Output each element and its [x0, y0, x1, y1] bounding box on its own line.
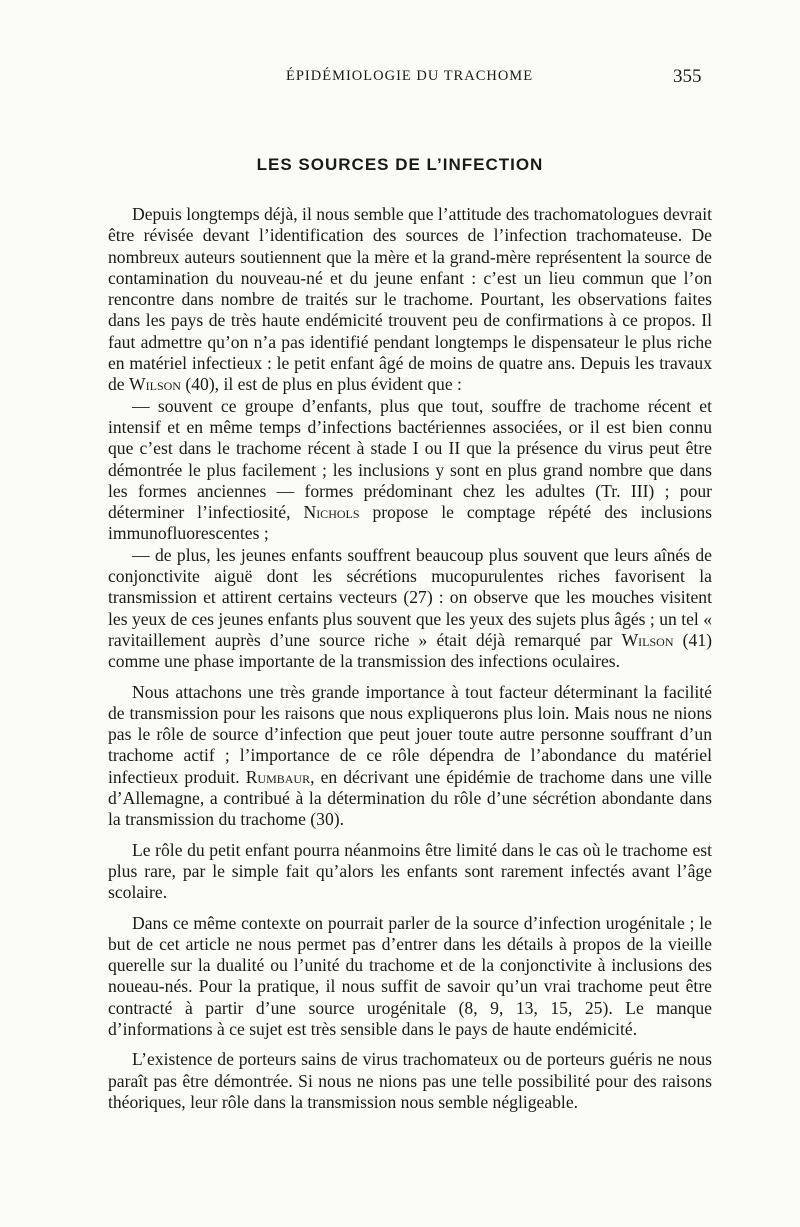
author-name: Wilson [621, 629, 674, 650]
paragraph-3: — de plus, les jeunes enfants souffrent beaucoup plus souvent que leurs aînés de conjonctivite aiguë dont les sécrétions mucopurulentes riches favorisent la transmission et attirent certains vecteurs (27) : on observe que les mouches visitent les yeux de ces jeunes enfants plus souvent que les yeux des sujets plus âgés ; un tel « ravitaillement auprès d’une source riche » était déjà remarqué par Wilson (41) comme une phase importante de la transmission des infections oculaires. [108, 544, 712, 672]
paragraph-2: — souvent ce groupe d’enfants, plus que tout, souffre de trachome récent et intensif et en même temps d’infections bactériennes associées, or il est bien connu que c’est dans le trachome récent à stade I ou II que la présence du virus peut être démontrée le plus facilement ; les inclusions y sont en plus grand nombre que dans les formes anciennes — formes prédominant chez les adultes (Tr. III) ; pour déterminer l’infectiosité, Nichols propose le comptage répété des inclusions immunofluorescentes ; [108, 395, 712, 544]
paragraph-7: L’existence de porteurs sains de virus trachomateux ou de porteurs guéris ne nous paraît pas être démontrée. Si nous ne nions pas une telle possibilité pour des raisons théoriques, leur rôle dans la transmission nous semble négligeable. [108, 1049, 712, 1112]
author-name: Nichols [303, 502, 360, 523]
paragraph-1: Depuis longtemps déjà, il nous semble que l’attitude des trachomatologues devrait être révisée devant l’identification des sources de l’infection trachomateuse. De nombreux auteurs soutiennent que la mère et la grand-mère représentent la source de contamination du nouveau-né et du jeune enfant : c’est un lieu commun que l’on rencontre dans nombre de traités sur le trachome. Pourtant, les observations faites dans les pays de très haute endémicité trouvent peu de confirmations à ce propos. Il faut admettre qu’on n’a pas identifié pendant longtemps le dispensateur le plus riche en matériel infectieux : le petit enfant âgé de moins de quatre ans. Depuis les travaux de Wilson (40), il est de plus en plus évident que : [108, 204, 712, 395]
paragraph-6: Dans ce même contexte on pourrait parler de la source d’infection urogénitale ; le but de cet article ne nous permet pas d’entrer dans les détails à propos de la vieille querelle sur la dualité ou l’unité du trachome et de la conjonctivite à inclusions des noueau-nés. Pour la pratique, il nous suffit de savoir qu’un vrai trachome peut être contracté à partir d’une source urogénitale (8, 9, 13, 15, 25). Le manque d’informations à ce sujet est très sensible dans le pays de haute endémicité. [108, 912, 712, 1039]
body-text [108, 204, 712, 1122]
paragraph-4: Nous attachons une très grande importance à tout facteur déterminant la facilité de transmission pour les raisons que nous expliquerons plus loin. Mais nous ne nions pas le rôle de source d’infection que peut jouer toute autre personne souffrant d’un trachome actif ; l’importance de ce rôle dépendra de l’abondance du matériel infectieux produit. Rumbaur, en décrivant une épidémie de trachome dans une ville d’Allemagne, a contribué à la détermination du rôle d’une sécrétion abondante dans la transmission du trachome (30). [108, 681, 712, 830]
paragraph-5: Le rôle du petit enfant pourra néanmoins être limité dans le cas où le trachome est plus rare, par le simple fait qu’alors les enfants sont rarement infectés avant l’âge scolaire. [108, 839, 712, 903]
page-number: 355 [673, 66, 702, 87]
author-name: Wilson [129, 374, 181, 395]
section-title: LES SOURCES DE L’INFECTION [256, 155, 544, 174]
running-title: ÉPIDÉMIOLOGIE DU TRACHOME [286, 68, 534, 84]
running-header [0, 66, 800, 90]
author-name: Rumbaur [245, 766, 311, 787]
